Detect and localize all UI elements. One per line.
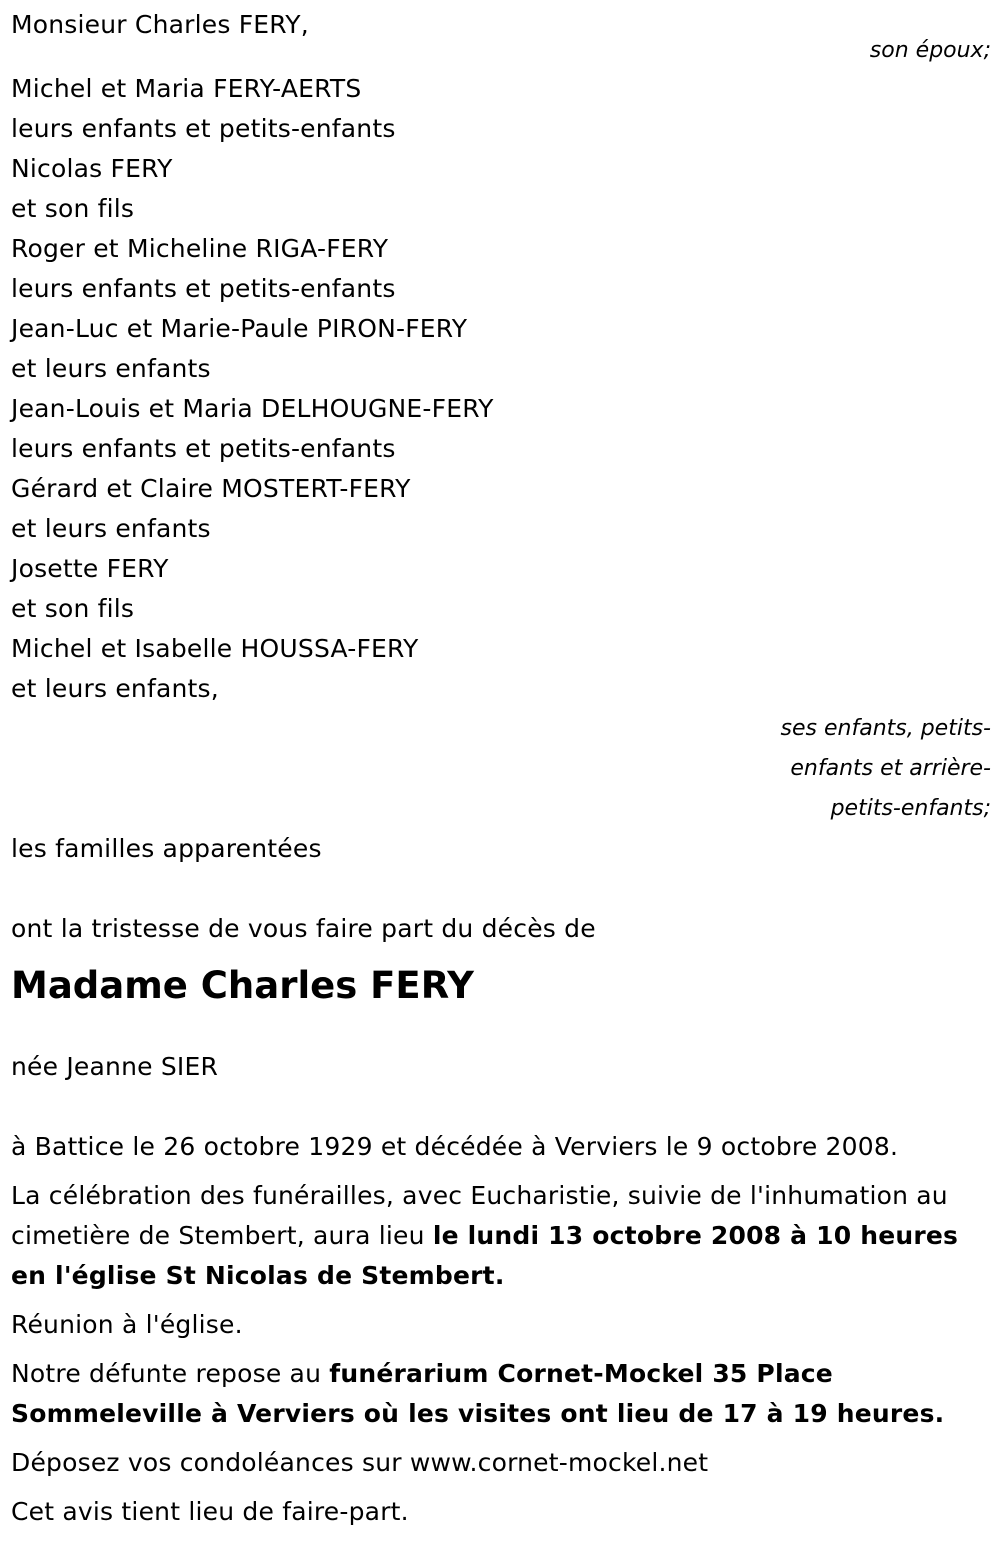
spouse-role: son époux; [869, 38, 991, 63]
meeting-paragraph: Réunion à l'église. [11, 1310, 243, 1339]
spacer [11, 1011, 991, 1047]
notice-paragraph: Cet avis tient lieu de faire-part. [11, 1497, 409, 1526]
spacer [11, 1087, 991, 1127]
spouse-name: Monsieur Charles FERY, [11, 10, 309, 39]
announcement-line: ont la tristesse de vous faire part du décès de [11, 914, 596, 943]
maiden-name: née Jeanne SIER [11, 1052, 219, 1081]
birth-death-dates: à Battice le 26 octobre 1929 et décédée à Verviers le 9 octobre 2008. [11, 1132, 899, 1161]
family-line: Jean-Louis et Maria DELHOUGNE-FERY [11, 394, 494, 423]
family-line: et leurs enfants, [11, 674, 219, 703]
family-line: Jean-Luc et Marie-Paule PIRON-FERY [11, 314, 468, 343]
family-line: leurs enfants et petits-enfants [11, 434, 396, 463]
family-line: Nicolas FERY [11, 154, 173, 183]
repose-place: funérarium Cornet-Mockel 35 Place Sommeleville à Verviers où les visites ont lieu de 17 à 19 heures. [11, 1359, 945, 1428]
family-line: Roger et Micheline RIGA-FERY [11, 234, 389, 263]
family-line: Michel et Isabelle HOUSSA-FERY [11, 634, 419, 663]
children-role [11, 709, 991, 829]
family-line: Gérard et Claire MOSTERT-FERY [11, 474, 411, 503]
family-line: et leurs enfants [11, 514, 211, 543]
funeral-paragraph [11, 1176, 991, 1296]
condolences-paragraph: Déposez vos condoléances sur www.cornet-mockel.net [11, 1448, 709, 1477]
spacer [11, 869, 991, 909]
family-line: et son fils [11, 594, 135, 623]
family-line: et son fils [11, 194, 135, 223]
children-role-line: enfants et arrière- [790, 756, 991, 781]
repose-intro: Notre défunte repose au [11, 1359, 330, 1388]
children-role-line: petits-enfants; [830, 796, 991, 821]
family-line: et leurs enfants [11, 354, 211, 383]
children-role-line: ses enfants, petits- [780, 716, 991, 741]
family-line: leurs enfants et petits-enfants [11, 114, 396, 143]
family-line: Josette FERY [11, 554, 169, 583]
funeral-when-where: le lundi 13 octobre 2008 à 10 heures en l'église St Nicolas de Stembert. [11, 1221, 959, 1290]
deceased-name: Madame Charles FERY [11, 964, 474, 1007]
family-line: Michel et Maria FERY-AERTS [11, 74, 362, 103]
funeral-intro: La célébration des funérailles, avec Eucharistie, suivie de l'inhumation au cimetière de Stembert, aura lieu [11, 1181, 948, 1250]
repose-paragraph [11, 1354, 991, 1434]
family-line: leurs enfants et petits-enfants [11, 274, 396, 303]
obituary-notice [11, 5, 991, 1532]
family-list [11, 69, 991, 709]
relatives-line: les familles apparentées [11, 834, 322, 863]
